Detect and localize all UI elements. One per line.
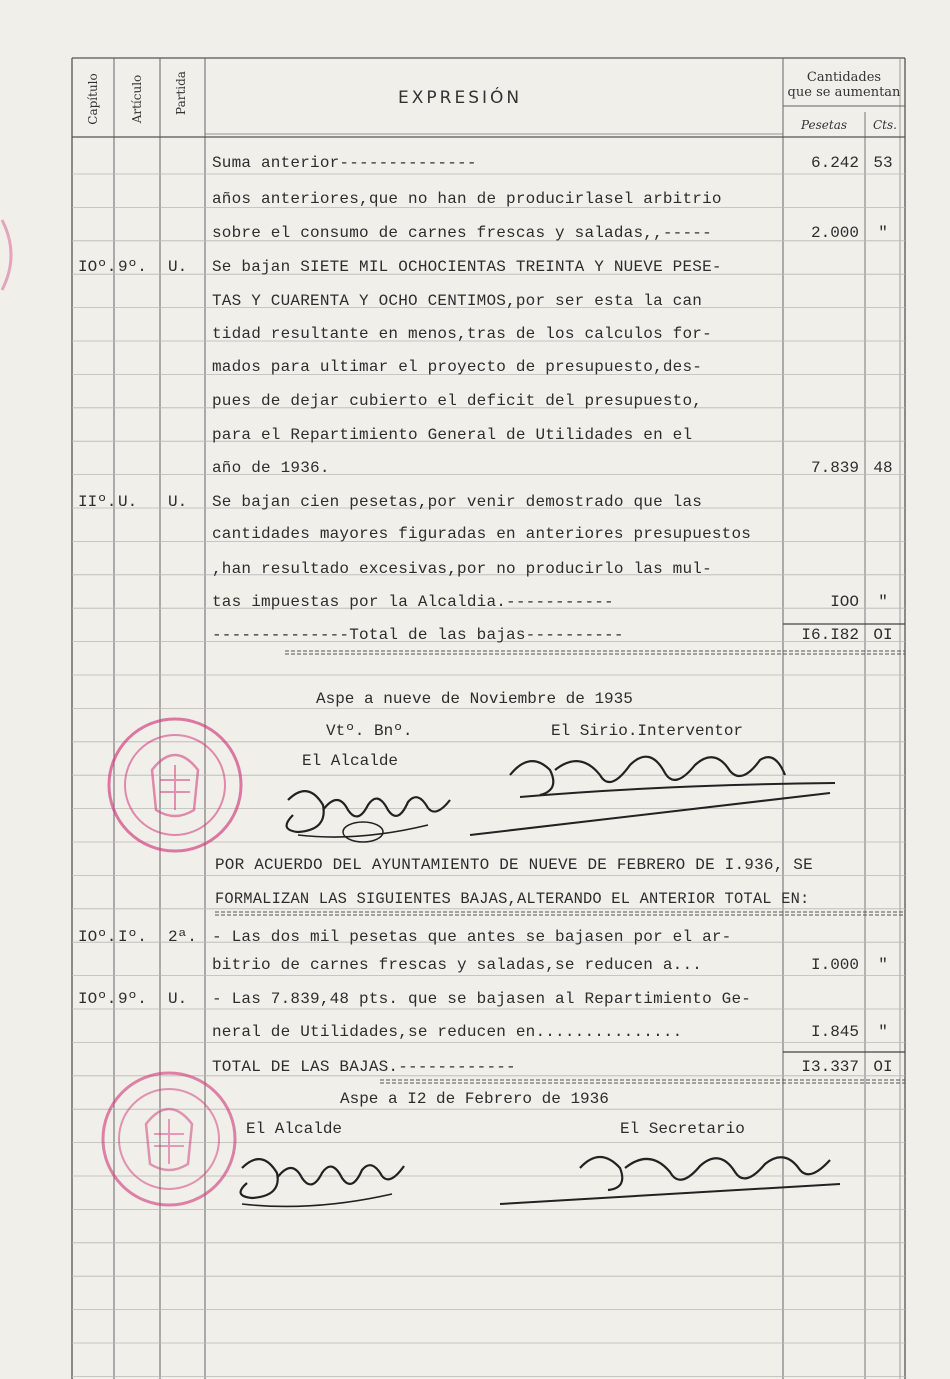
alcalde-label-2: El Alcalde bbox=[246, 1120, 343, 1138]
entry-item-code: 2ª. bbox=[168, 928, 197, 946]
entry-article-code: U. bbox=[118, 493, 138, 511]
amount-pesetas: I3.337 bbox=[801, 1058, 859, 1076]
agreement-header-1: POR ACUERDO DEL AYUNTAMIENTO DE NUEVE DE FEBRERO DE I.936, SE bbox=[215, 856, 813, 874]
entry-chapter-code: IIº. bbox=[78, 493, 117, 511]
amount-cents: OI bbox=[873, 1058, 893, 1076]
entry-article-code: Iº. bbox=[118, 928, 147, 946]
interventor-signature bbox=[460, 735, 840, 845]
header-que-se-aumentan: que se aumentan bbox=[787, 85, 901, 100]
entry-text: mados para ultimar el proyecto de presupuesto,des- bbox=[212, 358, 703, 376]
amount-pesetas: I6.I82 bbox=[801, 626, 859, 644]
amount-cents: " bbox=[878, 1023, 888, 1041]
amount-cents: 53 bbox=[873, 154, 893, 172]
header-articulo: Artículo bbox=[130, 74, 144, 124]
entry-text: Suma anterior-------------- bbox=[212, 154, 477, 172]
secretario-label: El Secretario bbox=[620, 1120, 745, 1138]
entry-text: sobre el consumo de carnes frescas y saladas,,----- bbox=[212, 224, 712, 242]
amount-cents: " bbox=[878, 593, 888, 611]
interventor-label: El Sirio.Interventor bbox=[551, 722, 744, 740]
place-date-1935: Aspe a nueve de Noviembre de 1935 bbox=[316, 690, 633, 708]
entry-text: - Las dos mil pesetas que antes se bajasen por el ar- bbox=[212, 928, 732, 946]
place-date-1936: Aspe a I2 de Febrero de 1936 bbox=[340, 1090, 609, 1108]
alcalde-label-1: El Alcalde bbox=[302, 752, 399, 770]
amount-pesetas: I.000 bbox=[810, 956, 859, 974]
entry-text: Se bajan SIETE MIL OCHOCIENTAS TREINTA Y NUEVE PESE- bbox=[212, 258, 722, 276]
header-expresion: EXPRESIÓN bbox=[398, 88, 523, 108]
entry-text: tidad resultante en menos,tras de los calculos for- bbox=[212, 325, 712, 343]
amount-pesetas: 7.839 bbox=[810, 459, 859, 477]
entry-article-code: 9º. bbox=[118, 258, 147, 276]
entry-text: - Las 7.839,48 pts. que se bajasen al Repartimiento Ge- bbox=[212, 990, 752, 1008]
entry-item-code: U. bbox=[168, 990, 188, 1008]
header-cts: Cts. bbox=[873, 118, 897, 132]
entry-text: neral de Utilidades,se reducen en............... bbox=[212, 1023, 683, 1041]
entry-item-code: U. bbox=[168, 493, 188, 511]
entry-text: tas impuestas por la Alcaldia.----------- bbox=[212, 593, 614, 611]
header-capitulo: Capítulo bbox=[86, 73, 100, 125]
header-pesetas: Pesetas bbox=[800, 118, 848, 132]
header-cantidades: Cantidades bbox=[806, 70, 882, 85]
alcalde-signature-1 bbox=[268, 770, 468, 860]
secretario-signature bbox=[490, 1138, 850, 1218]
entry-text: cantidades mayores figuradas en anteriores presupuestos bbox=[212, 525, 752, 543]
entry-text: para el Repartimiento General de Utilidades en el bbox=[212, 426, 693, 444]
entry-text: año de 1936. bbox=[212, 459, 330, 477]
visto-bueno: Vtº. Bnº. bbox=[326, 722, 413, 740]
entry-text: --------------Total de las bajas---------- bbox=[212, 626, 624, 644]
entry-article-code: 9º. bbox=[118, 990, 147, 1008]
entry-chapter-code: IOº. bbox=[78, 258, 117, 276]
entry-chapter-code: IOº. bbox=[78, 928, 117, 946]
entry-text: pues de dejar cubierto el deficit del presupuesto, bbox=[212, 392, 703, 410]
amount-pesetas: IOO bbox=[830, 593, 859, 611]
amount-cents: " bbox=[878, 224, 888, 242]
entry-text: TOTAL DE LAS BAJAS.------------ bbox=[212, 1058, 516, 1076]
entry-chapter-code: IOº. bbox=[78, 990, 117, 1008]
entry-text: Se bajan cien pesetas,por venir demostrado que las bbox=[212, 493, 703, 511]
amount-cents: " bbox=[878, 956, 888, 974]
amount-pesetas: 2.000 bbox=[810, 224, 859, 242]
alcalde-signature-2 bbox=[222, 1138, 422, 1218]
header-partida: Partida bbox=[174, 71, 188, 115]
entry-text: años anteriores,que no han de producirlasel arbitrio bbox=[212, 190, 722, 208]
entry-text: TAS Y CUARENTA Y OCHO CENTIMOS,por ser esta la can bbox=[212, 292, 703, 310]
agreement-header-2: FORMALIZAN LAS SIGUIENTES BAJAS,ALTERANDO EL ANTERIOR TOTAL EN: bbox=[215, 890, 810, 908]
amount-pesetas: 6.242 bbox=[810, 154, 859, 172]
amount-cents: 48 bbox=[873, 459, 893, 477]
amount-pesetas: I.845 bbox=[810, 1023, 859, 1041]
official-stamp-1 bbox=[90, 710, 260, 860]
edge-stamp-mark bbox=[0, 210, 30, 300]
entry-text: bitrio de carnes frescas y saladas,se reducen a... bbox=[212, 956, 703, 974]
entry-text: ,han resultado excesivas,por no producirlo las mul- bbox=[212, 560, 712, 578]
amount-cents: OI bbox=[873, 626, 893, 644]
entry-item-code: U. bbox=[168, 258, 188, 276]
